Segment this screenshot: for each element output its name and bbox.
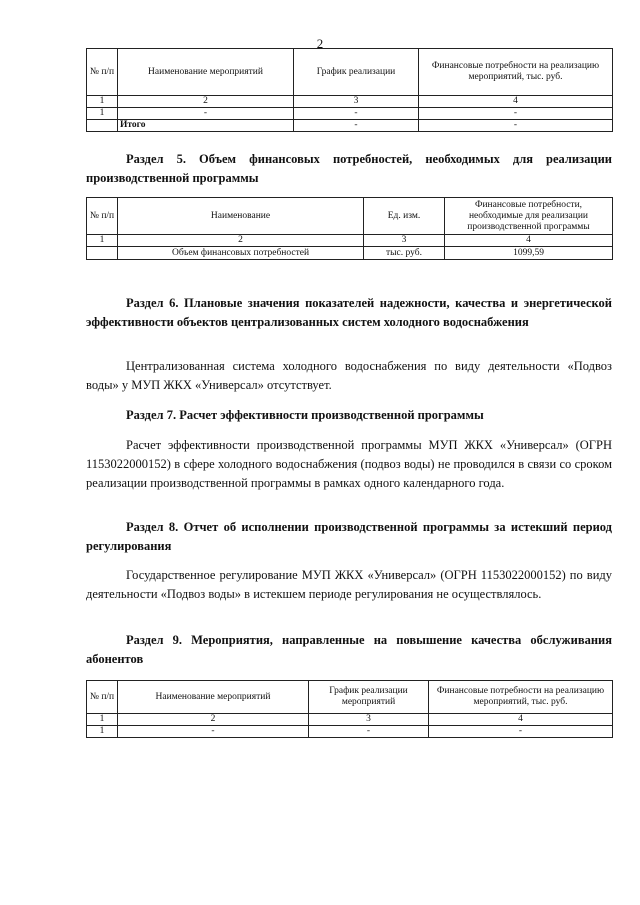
table-cell: 2	[118, 235, 364, 247]
table-cell: -	[294, 120, 419, 132]
header-cell: Наименование	[118, 198, 364, 235]
section-5-heading: Раздел 5. Объем финансовых потребностей, необходимых для реализации производственной программы	[86, 152, 612, 185]
header-cell: № п/п	[87, 681, 118, 714]
section-8-heading: Раздел 8. Отчет об исполнении производственной программы за истекший период регулирования	[86, 520, 612, 553]
measures-table-top	[86, 48, 613, 132]
header-cell: Наименование мероприятий	[118, 681, 309, 714]
header-cell: Наименование мероприятий	[118, 49, 294, 96]
table-cell: 4	[429, 714, 613, 726]
header-cell: Финансовые потребности на реализацию мероприятий, тыс. руб.	[419, 49, 613, 96]
table-cell: -	[419, 120, 613, 132]
table-cell: -	[294, 108, 419, 120]
section-6-text: Централизованная система холодного водоснабжения по виду деятельности «Подвоз воды» у МУП ЖКХ «Универсал» отсутствует.	[86, 359, 612, 392]
header-cell: № п/п	[87, 198, 118, 235]
table-cell: 1	[87, 108, 118, 120]
table-cell: 2	[118, 714, 309, 726]
table-cell: тыс. руб.	[364, 247, 445, 260]
table-cell: -	[118, 108, 294, 120]
table-cell: Объем финансовых потребностей	[118, 247, 364, 260]
header-cell: Ед. изм.	[364, 198, 445, 235]
table-cell: 4	[445, 235, 613, 247]
table-cell	[87, 247, 118, 260]
table-cell-total-label: Итого	[118, 120, 294, 132]
table-cell: 1	[87, 96, 118, 108]
table-cell	[87, 120, 118, 132]
table-cell: -	[118, 726, 309, 738]
table-cell: 2	[118, 96, 294, 108]
table-cell: -	[419, 108, 613, 120]
header-cell: № п/п	[87, 49, 118, 96]
table-cell: 3	[364, 235, 445, 247]
service-quality-measures-table	[86, 680, 613, 738]
table-cell: 1	[87, 714, 118, 726]
section-8-text: Государственное регулирование МУП ЖКХ «Универсал» (ОГРН 1153022000152) по виду деятельности «Подвоз воды» в истекшем периоде регулирования не осуществлялось.	[86, 568, 612, 601]
header-cell: Финансовые потребности, необходимые для реализации производственной программы	[445, 198, 613, 235]
financial-needs-table	[86, 197, 613, 260]
table-cell: 1	[87, 726, 118, 738]
header-cell: Финансовые потребности на реализацию мероприятий, тыс. руб.	[429, 681, 613, 714]
table-cell: 1	[87, 235, 118, 247]
section-6-heading: Раздел 6. Плановые значения показателей надежности, качества и энергетической эффективности объектов централизованных систем холодного водоснабжения	[86, 296, 612, 329]
section-9-heading: Раздел 9. Мероприятия, направленные на повышение качества обслуживания абонентов	[86, 633, 612, 666]
page-number: 2	[316, 36, 324, 51]
table-cell: 3	[294, 96, 419, 108]
table-cell: 4	[419, 96, 613, 108]
section-7-heading: Раздел 7. Расчет эффективности производственной программы	[126, 408, 484, 422]
header-cell: График реализации мероприятий	[309, 681, 429, 714]
table-cell: 3	[309, 714, 429, 726]
table-cell: 1099,59	[445, 247, 613, 260]
table-cell: -	[429, 726, 613, 738]
section-7-text: Расчет эффективности производственной программы МУП ЖКХ «Универсал» (ОГРН 1153022000152) в сфере холодного водоснабжения (подвоз воды) не проводился в связи со сроком реализации производственной программы в рамках одного календарного года.	[86, 438, 612, 490]
table-cell: -	[309, 726, 429, 738]
header-cell: График реализации	[294, 49, 419, 96]
